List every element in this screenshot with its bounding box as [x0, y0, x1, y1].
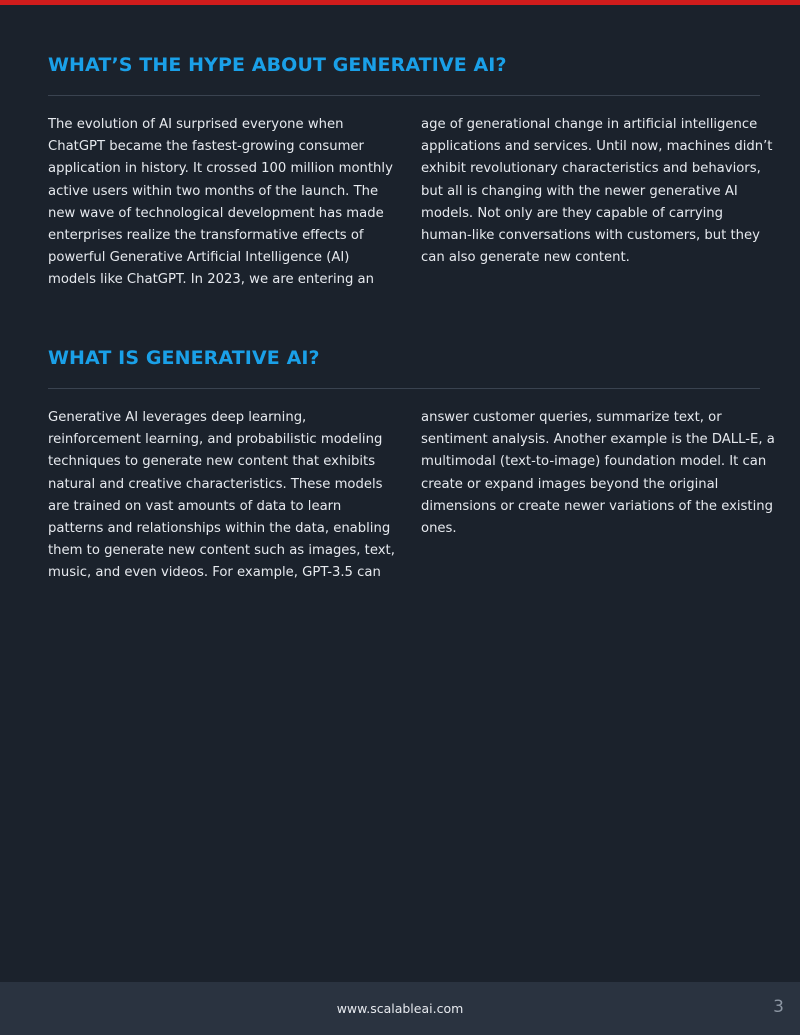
text-line: create or expand images beyond the original: [421, 476, 719, 492]
text-line: The evolution of AI surprised everyone when: [48, 117, 344, 132]
page-footer: [0, 982, 800, 1035]
text-line: reinforcement learning, and probabilistic modeling: [48, 432, 383, 448]
text-line: new wave of technological development has made: [48, 205, 384, 221]
text-line: answer customer queries, summarize text, or: [421, 410, 722, 425]
section-divider: [48, 388, 760, 389]
text-line: models like ChatGPT. In 2023, we are entering an: [48, 272, 374, 288]
text-line: ChatGPT became the fastest-growing consumer: [48, 139, 364, 155]
text-line: Generative AI leverages deep learning,: [48, 410, 307, 425]
text-line: dimensions or create newer variations of the existing: [421, 498, 773, 514]
section-heading: WHAT IS GENERATIVE AI?: [48, 347, 320, 369]
text-line: patterns and relationships within the data, enabling: [48, 521, 391, 537]
text-line: age of generational change in artificial intelligence: [421, 117, 758, 132]
top-accent-bar: [0, 0, 800, 5]
text-line: multimodal (text-to-image) foundation model. It can: [421, 454, 767, 470]
footer-url-link[interactable]: www.scalableai.com: [336, 1001, 464, 1016]
text-line: powerful Generative Artificial Intelligence (AI): [48, 250, 350, 266]
text-line: human-like conversations with customers, but they: [421, 228, 760, 244]
text-line: enterprises realize the transformative effects of: [48, 228, 364, 244]
text-line: are trained on vast amounts of data to learn: [48, 498, 342, 514]
right-column: [421, 114, 773, 269]
left-column: [48, 407, 393, 585]
page-number: 3: [773, 997, 784, 1017]
section-hype: [0, 52, 800, 288]
section-what-is: [0, 345, 800, 581]
text-line: techniques to generate new content that exhibits: [48, 454, 376, 470]
text-line: but all is changing with the newer generative AI: [421, 183, 738, 199]
section-divider: [48, 95, 760, 96]
text-line: exhibit revolutionary characteristics and behaviors,: [421, 161, 761, 177]
left-column: [48, 114, 393, 292]
text-line: natural and creative characteristics. These models: [48, 476, 383, 492]
right-column: [421, 407, 775, 540]
text-line: application in history. It crossed 100 million monthly: [48, 161, 393, 177]
text-line: can also generate new content.: [421, 250, 630, 266]
section-heading: WHAT’S THE HYPE ABOUT GENERATIVE AI?: [48, 54, 507, 76]
text-line: music, and even videos. For example, GPT-3.5 can: [48, 565, 381, 581]
text-line: active users within two months of the launch. The: [48, 183, 379, 199]
text-line: models. Not only are they capable of carrying: [421, 205, 724, 221]
text-line: ones.: [421, 521, 457, 537]
text-line: applications and services. Until now, machines didn’t: [421, 139, 773, 155]
text-line: them to generate new content such as images, text,: [48, 543, 395, 559]
text-line: sentiment analysis. Another example is the DALL-E, a: [421, 432, 775, 448]
